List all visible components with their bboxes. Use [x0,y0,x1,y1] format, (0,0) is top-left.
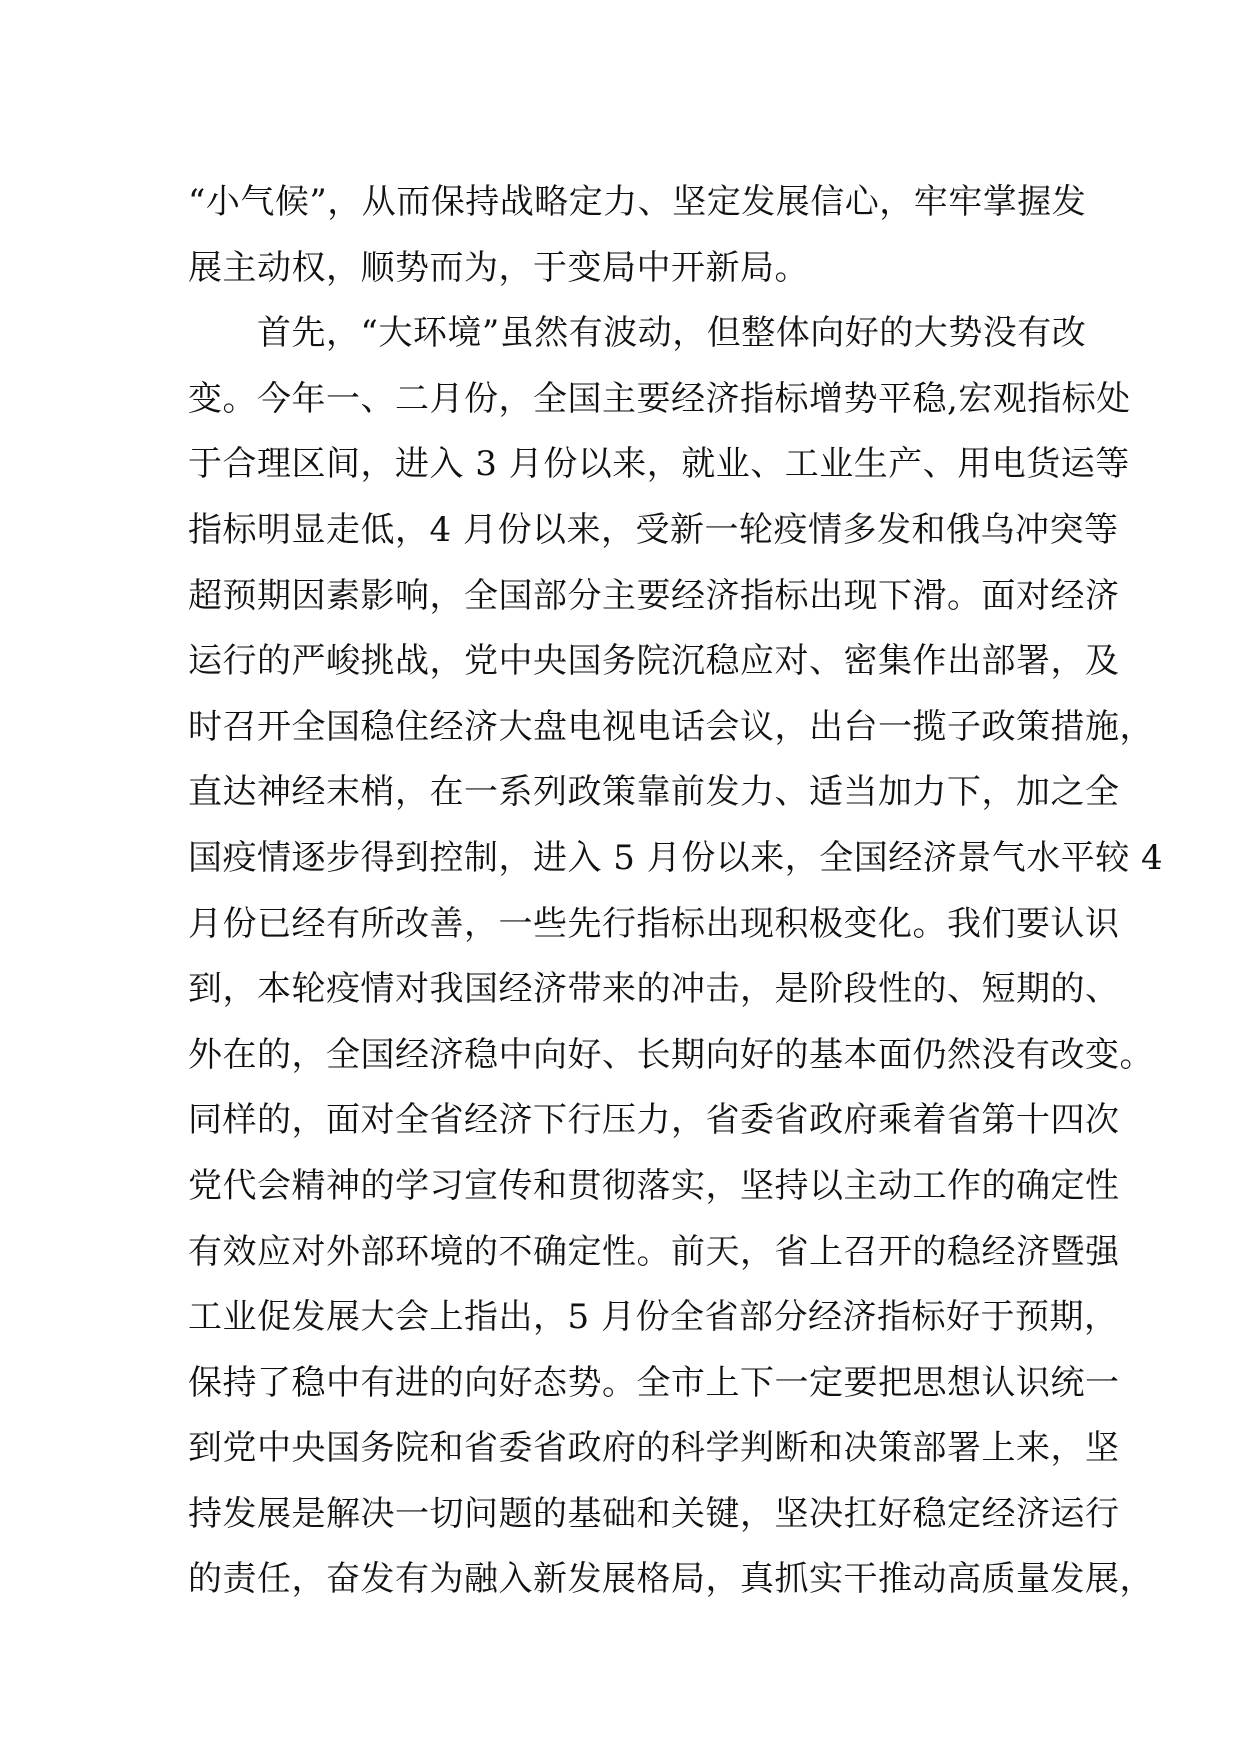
text-line: 到党中央国务院和省委省政府的科学判断和决策部署上来，坚 [188,1428,1120,1469]
text-line: 时召开全国稳住经济大盘电视电话会议，出台一揽子政策措施， [188,706,1154,747]
text-line: 外在的，全国经济稳中向好、长期向好的基本面仍然没有改变。 [188,1034,1154,1075]
text-line: “小气候”，从而保持战略定力、坚定发展信心，牢牢掌握发 [188,182,1087,222]
text-line: 国疫情逐步得到控制，进入 5 月份以来，全国经济景气水平较 4 [188,837,1164,878]
text-line: 月份已经有所改善，一些先行指标出现积极变化。我们要认识 [188,903,1120,944]
text-line: 工业促发展大会上指出，5 月份全省部分经济指标好于预期， [188,1297,1119,1338]
text-line: 同样的，面对全省经济下行压力，省委省政府乘着省第十四次 [188,1100,1120,1141]
text-line: 直达神经末梢，在一系列政策靠前发力、适当加力下，加之全 [188,772,1120,813]
text-line: 超预期因素影响，全国部分主要经济指标出现下滑。面对经济 [188,575,1120,616]
text-line: 有效应对外部环境的不确定性。前天，省上召开的稳经济暨强 [188,1231,1120,1272]
text-line: 到，本轮疫情对我国经济带来的冲击，是阶段性的、短期的、 [188,969,1120,1010]
text-line: 指标明显走低，4 月份以来，受新一轮疫情多发和俄乌冲突等 [188,509,1119,550]
paragraph-start-line: 首先，“大环境”虽然有波动，但整体向好的大势没有改 [188,313,1087,354]
body-text [188,170,1164,1613]
text-line: 变。今年一、二月份，全国主要经济指标增势平稳,宏观指标处 [188,378,1131,419]
text-line: 展主动权，顺势而为，于变局中开新局。 [188,247,809,288]
text-line: 保持了稳中有进的向好态势。全市上下一定要把思想认识统一 [188,1362,1120,1403]
text-line: 运行的严峻挑战，党中央国务院沉稳应对、密集作出部署，及 [188,641,1120,682]
text-line: 的责任，奋发有为融入新发展格局，真抓实干推动高质量发展， [188,1559,1154,1600]
text-line: 持发展是解决一切问题的基础和关键，坚决扛好稳定经济运行 [188,1493,1120,1534]
text-line: 于合理区间，进入 3 月份以来，就业、工业生产、用电货运等 [188,444,1130,485]
text-line: 党代会精神的学习宣传和贯彻落实，坚持以主动工作的确定性 [188,1165,1120,1206]
